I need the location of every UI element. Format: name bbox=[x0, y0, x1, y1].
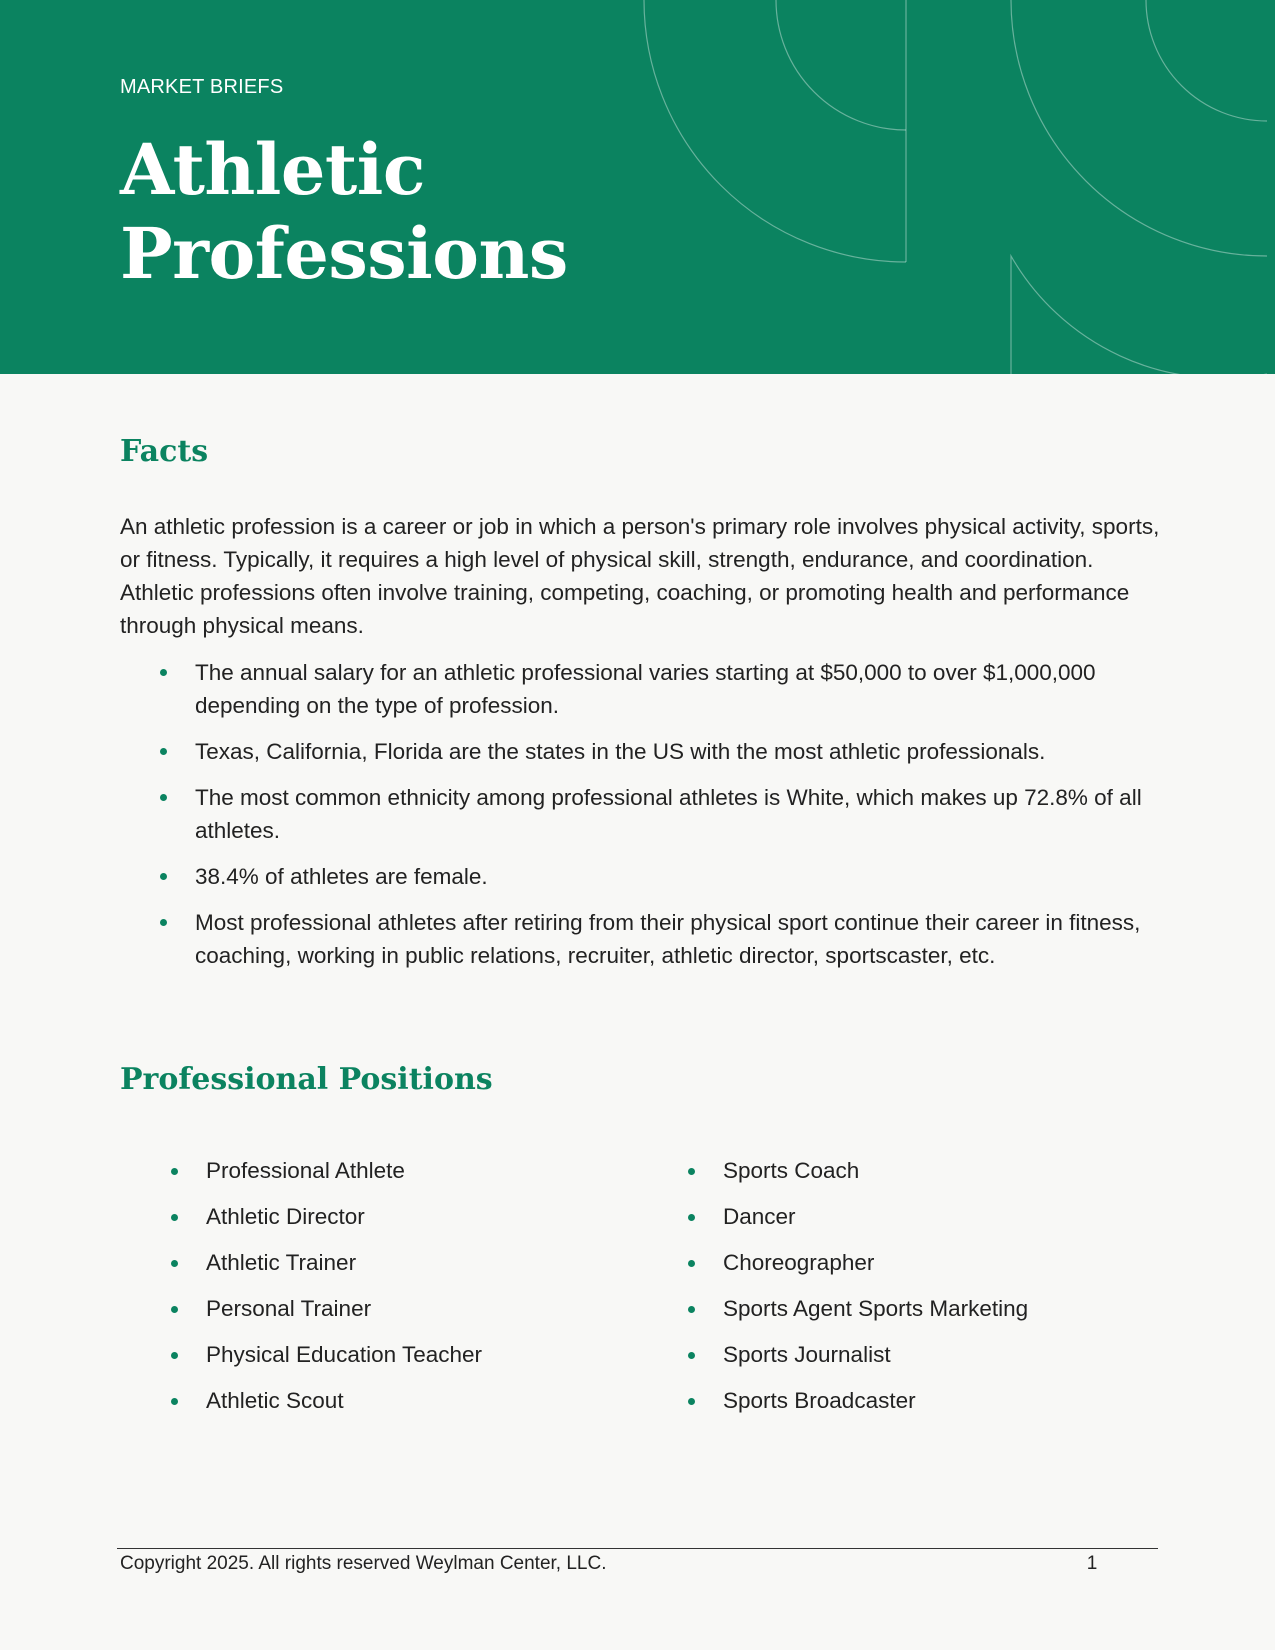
list-item bbox=[120, 656, 1165, 722]
position-label: Dancer bbox=[723, 1204, 796, 1229]
bullet-dot-icon bbox=[171, 1352, 178, 1359]
list-item bbox=[120, 1378, 620, 1424]
eyebrow-label: MARKET BRIEFS bbox=[120, 76, 284, 98]
list-item bbox=[637, 1194, 1157, 1240]
footer-divider bbox=[117, 1548, 1158, 1549]
list-item bbox=[120, 1194, 620, 1240]
header-banner bbox=[0, 0, 1275, 374]
list-item bbox=[637, 1148, 1157, 1194]
facts-intro-paragraph: An athletic profession is a career or job in which a person's primary role involves physical activity, sports, or fitness. Typically, it requires a high level of physical skill, strength, endurance, and coordination. Athletic professions often involve training, competing, coaching, or promoting health and performance through physical means. bbox=[120, 514, 1160, 638]
bullet-dot-icon bbox=[171, 1260, 178, 1267]
list-item bbox=[120, 860, 1165, 893]
list-item bbox=[120, 1332, 620, 1378]
bullet-dot-icon bbox=[160, 794, 167, 801]
title-line-2: Professions bbox=[120, 212, 568, 295]
bullet-dot-icon bbox=[160, 873, 167, 880]
positions-list-left bbox=[120, 1148, 620, 1424]
page-number: 1 bbox=[1086, 1553, 1098, 1574]
facts-heading: Facts bbox=[120, 434, 209, 469]
position-label: Sports Journalist bbox=[723, 1342, 891, 1367]
position-label: Personal Trainer bbox=[206, 1296, 372, 1321]
page-title bbox=[120, 128, 568, 296]
list-item bbox=[120, 1286, 620, 1332]
position-label: Athletic Trainer bbox=[206, 1250, 357, 1275]
list-item bbox=[637, 1378, 1157, 1424]
list-item bbox=[120, 1240, 620, 1286]
list-item bbox=[637, 1332, 1157, 1378]
bullet-dot-icon bbox=[688, 1352, 695, 1359]
footer-copyright: Copyright 2025. All rights reserved Weylman Center, LLC. bbox=[120, 1553, 607, 1574]
list-item-text: 38.4% of athletes are female. bbox=[195, 864, 488, 889]
list-item-text: Most professional athletes after retiring from their physical sport continue their career in fitness, coaching, working in public relations, recruiter, athletic director, sportscaster, etc. bbox=[195, 910, 1141, 968]
bullet-dot-icon bbox=[160, 748, 167, 755]
facts-list bbox=[120, 656, 1165, 985]
bullet-dot-icon bbox=[160, 919, 167, 926]
position-label: Sports Coach bbox=[723, 1158, 860, 1183]
list-item bbox=[120, 735, 1165, 768]
list-item-text: The annual salary for an athletic professional varies starting at $50,000 to over $1,000,000 depending on the type of profession. bbox=[195, 660, 1096, 718]
bullet-dot-icon bbox=[688, 1398, 695, 1405]
bullet-dot-icon bbox=[160, 669, 167, 676]
position-label: Sports Agent Sports Marketing bbox=[723, 1296, 1029, 1321]
bullet-dot-icon bbox=[171, 1306, 178, 1313]
position-label: Choreographer bbox=[723, 1250, 875, 1275]
positions-list-right bbox=[637, 1148, 1157, 1424]
list-item bbox=[637, 1240, 1157, 1286]
bullet-dot-icon bbox=[171, 1168, 178, 1175]
position-label: Sports Broadcaster bbox=[723, 1388, 916, 1413]
bullet-dot-icon bbox=[171, 1398, 178, 1405]
bullet-dot-icon bbox=[688, 1260, 695, 1267]
list-item bbox=[120, 906, 1165, 972]
list-item-text: Texas, California, Florida are the states in the US with the most athletic professionals. bbox=[195, 739, 1046, 764]
position-label: Athletic Scout bbox=[206, 1388, 344, 1413]
bullet-dot-icon bbox=[688, 1306, 695, 1313]
title-line-1: Athletic bbox=[120, 128, 425, 211]
bullet-dot-icon bbox=[171, 1214, 178, 1221]
list-item bbox=[637, 1286, 1157, 1332]
list-item bbox=[120, 1148, 620, 1194]
position-label: Athletic Director bbox=[206, 1204, 365, 1229]
bullet-dot-icon bbox=[688, 1214, 695, 1221]
bullet-dot-icon bbox=[688, 1168, 695, 1175]
list-item bbox=[120, 781, 1165, 847]
positions-heading: Professional Positions bbox=[120, 1062, 493, 1097]
list-item-text: The most common ethnicity among professional athletes is White, which makes up 72.8% of all athletes. bbox=[195, 785, 1142, 843]
position-label: Physical Education Teacher bbox=[206, 1342, 482, 1367]
position-label: Professional Athlete bbox=[206, 1158, 405, 1183]
